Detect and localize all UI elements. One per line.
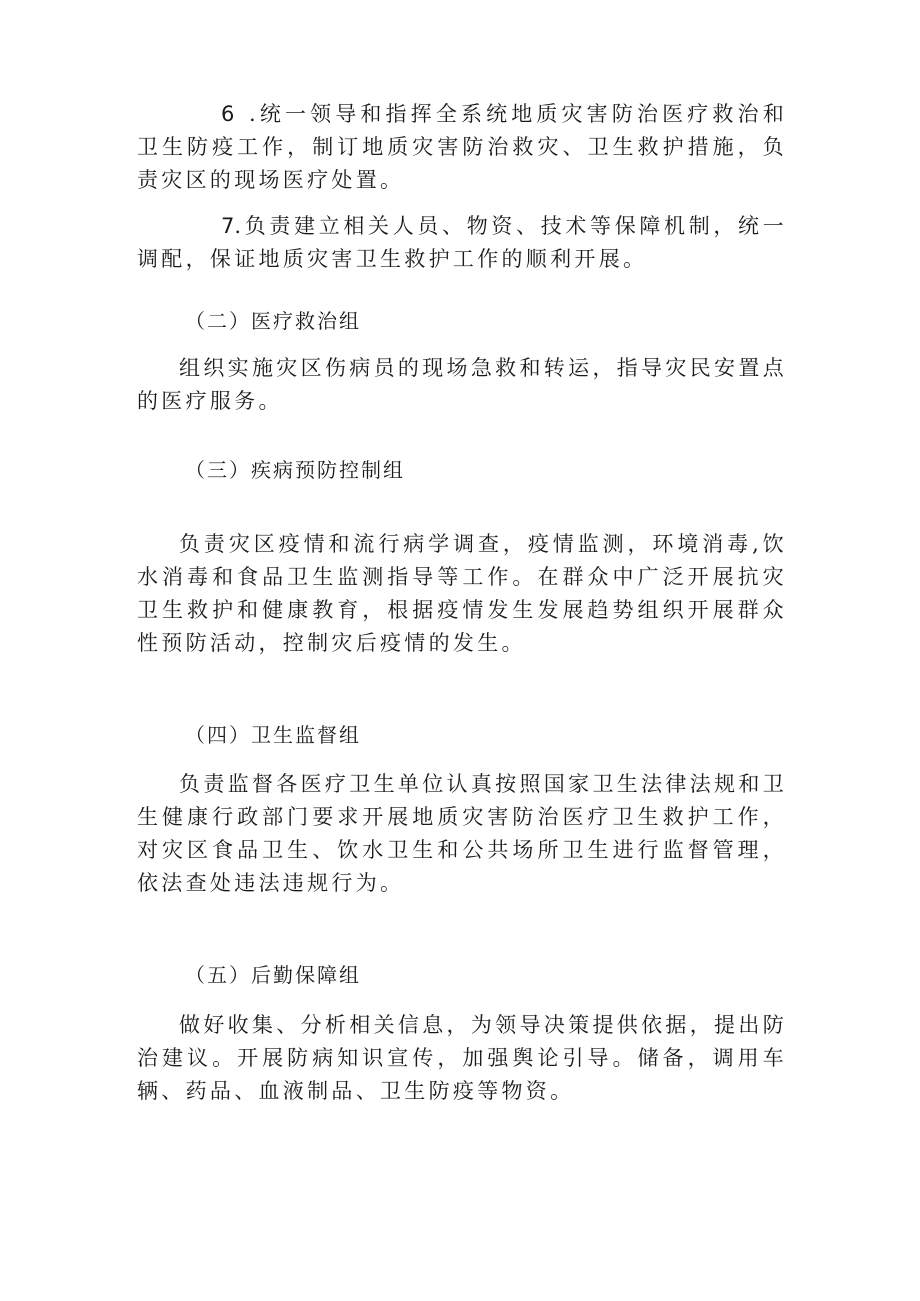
section-3-body: 负责灾区疫情和流行病学调查，疫情监测，环境消毒,饮水消毒和食品卫生监测指导等工作。在群众中广泛开展抗灾卫生救护和健康教育，根据疫情发生发展趋势组织开展群众性预防活动，控制灾后疫情的发生。: [137, 532, 787, 655]
section-5-body: 做好收集、分析相关信息，为领导决策提供依据，提出防治建议。开展防病知识宣传，加强舆论引导。储备，调用车辆、药品、血液制品、卫生防疫等物资。: [137, 1013, 787, 1103]
item-7-paragraph: [137, 210, 787, 276]
item-7-number: 7: [221, 214, 235, 238]
section-5-heading: （五）后勤保障组: [185, 963, 361, 987]
item-6-paragraph: [137, 98, 787, 197]
section-4-body: 负责监督各医疗卫生单位认真按照国家卫生法律法规和卫生健康行政部门要求开展地质灾害防治医疗卫生救护工作，对灾区食品卫生、饮水卫生和公共场所卫生进行监督管理，依法查处违法违规行为。: [137, 772, 787, 895]
section-2-heading: （二）医疗救治组: [185, 309, 361, 333]
item-7-text: .负责建立相关人员、物资、技术等保障机制，统一调配，保证地质灾害卫生救护工作的顺利开展。: [137, 214, 787, 271]
section-3-heading: （三）疾病预防控制组: [185, 458, 405, 482]
item-6-number: 6: [221, 102, 235, 126]
section-2-body: 组织实施灾区伤病员的现场急救和转运，指导灾民安置点的医疗服务。: [137, 356, 787, 413]
section-4-heading: （四）卫生监督组: [185, 723, 361, 747]
item-6-text: .统一领导和指挥全系统地质灾害防治医疗救治和卫生防疫工作，制订地质灾害防治救灾、卫生救护措施，负责灾区的现场医疗处置。: [137, 102, 787, 192]
